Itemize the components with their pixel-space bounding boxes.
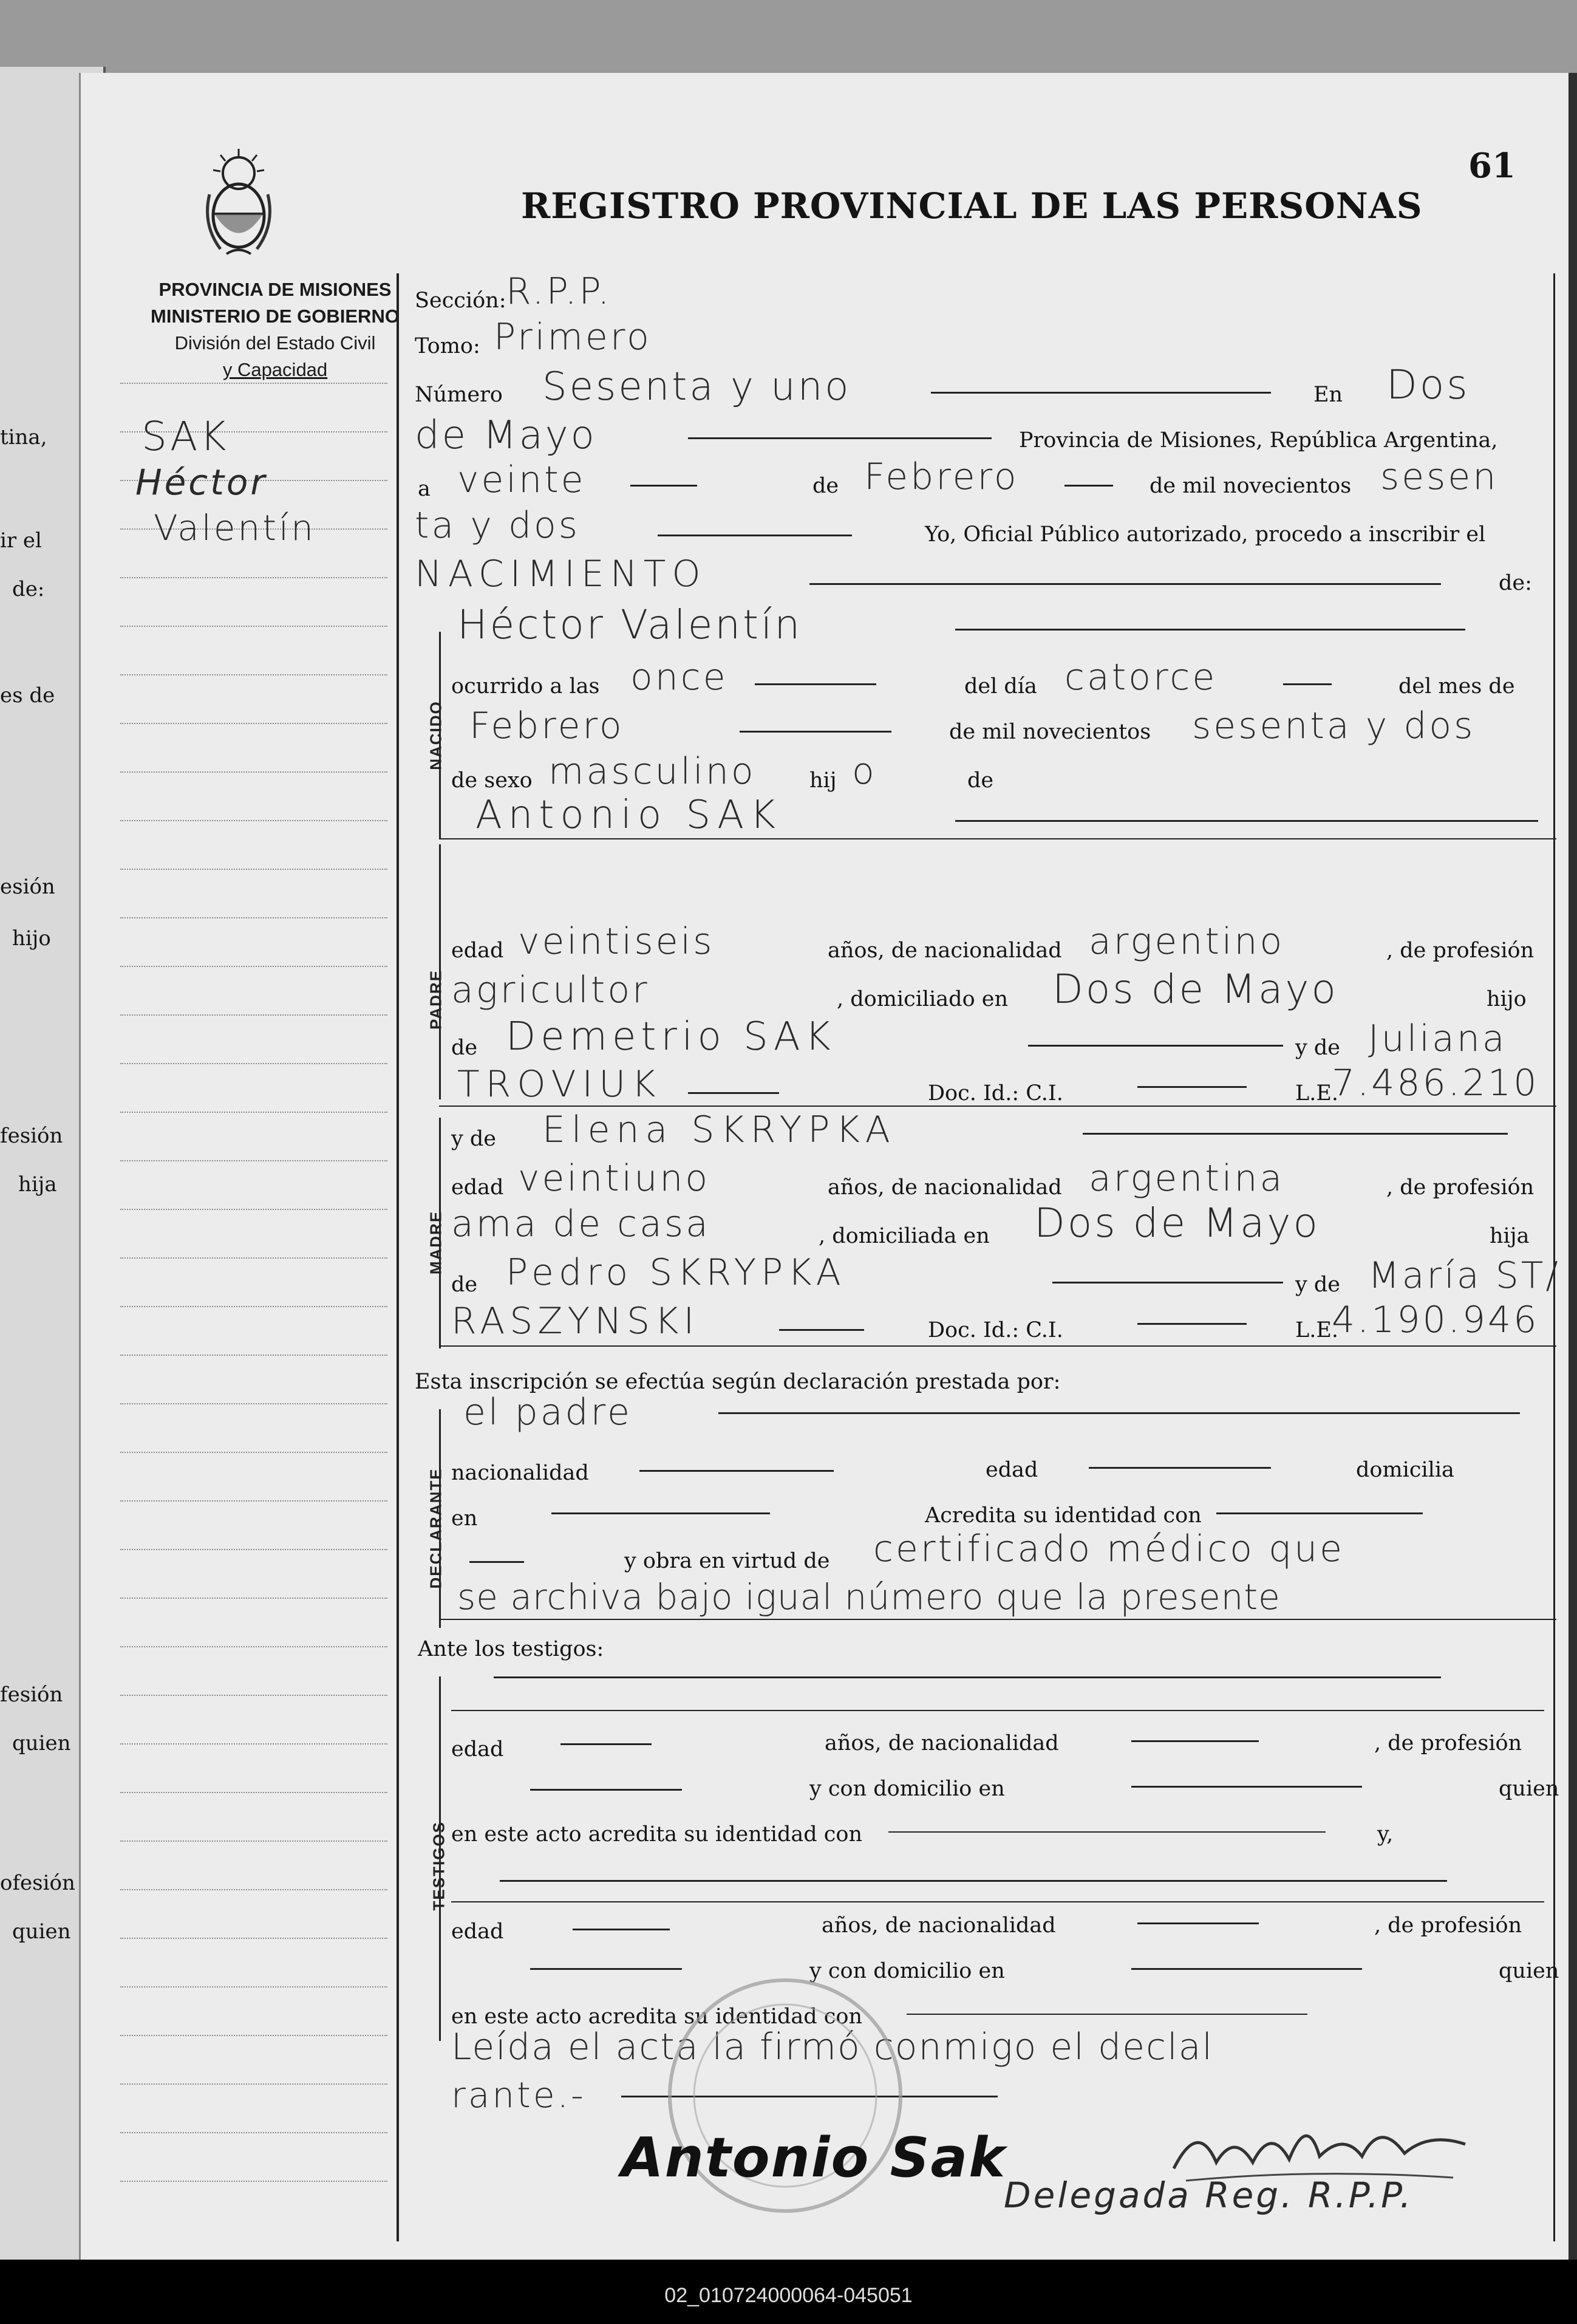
prev-page-fragment: esión [0,875,55,899]
margin-rule [120,1209,387,1210]
margin-rule [120,1014,387,1016]
fill-line [888,1831,1326,1833]
margin-surname: SAK [141,413,229,460]
page-number: 61 [1468,146,1516,186]
quien-label-2: quien [1499,1959,1559,1983]
year-value-1: sesen [1380,456,1499,498]
fill-line [1131,1786,1362,1788]
margin-rule [120,1306,387,1307]
father-le-value: 7.486.210 [1332,1062,1539,1104]
margin-rule [120,1403,387,1404]
de-label-3: de [451,1036,478,1060]
profesion-label-2: , de profesión [1386,1175,1534,1200]
nacionalidad-label-4: años, de nacionalidad [825,1731,1059,1755]
officer-title: Delegada Reg. R.P.P. [1004,2175,1414,2216]
a-label: a [418,477,431,501]
margin-rule [120,2181,387,2182]
fill-line [931,392,1271,394]
fill-line [451,1710,1544,1711]
sex-value: masculino [548,750,756,793]
fill-line [907,2014,1307,2015]
tomo-label: Tomo: [415,334,480,358]
quien-label: quien [1499,1777,1559,1801]
margin-rule [120,2083,387,2085]
declarante-section-label: DECLARANTE [426,1468,445,1589]
fill-line [740,731,891,733]
coat-of-arms-icon [196,146,281,261]
fill-line [779,1329,864,1331]
child-name-value: Héctor Valentín [457,601,803,648]
de-colon-label: de: [1499,571,1532,595]
margin-rule [120,1695,387,1696]
fill-line [500,1880,1447,1882]
mother-age-value: veintiuno [518,1157,710,1200]
section-divider [439,1619,1556,1620]
declarant-value: el padre [463,1391,632,1434]
ministry-line: MINISTERIO DE GOBIERNO [151,306,400,327]
en-label: En [1313,383,1343,407]
father-profession-value: agricultor [451,969,650,1011]
margin-rule [120,1792,387,1793]
margin-rule [120,1160,387,1161]
fill-line [1131,1740,1259,1742]
prev-page-fragment: quien [12,1731,71,1755]
fill-line [809,583,1441,585]
testigos-section-label: TESTIGOS [429,1821,448,1911]
closing-line-1: Leída el acta la firmó conmigo el declal [451,2026,1214,2068]
margin-rule [120,383,387,384]
month-value: Febrero [864,456,1019,498]
y-de-label-2: y de [451,1127,497,1151]
edad-label-3: edad [986,1458,1038,1482]
fill-line [1137,1323,1247,1325]
fill-line [718,1412,1520,1414]
margin-rule [120,1598,387,1599]
margin-rule [120,869,387,870]
tomo-value: Primero [494,316,652,358]
de-label-2: de [967,768,994,793]
margin-rule [120,2132,387,2133]
margin-given-name-2: Valentín [154,507,316,549]
prev-page-fragment: tina, [0,425,47,449]
fill-line [1052,1282,1283,1283]
place-value-1: Dos [1386,361,1470,408]
fill-line [1028,1045,1283,1047]
prev-page-fragment: de: [12,577,45,601]
prev-page-fragment: hija [18,1172,57,1197]
fill-line [1089,1467,1271,1469]
provincia-text: Provincia de Misiones, República Argentina, [1019,428,1498,453]
province-line: PROVINCIA DE MISIONES [158,279,392,300]
prev-page-fragment: hijo [12,926,51,951]
fill-line [1131,1968,1362,1970]
fill-line [1083,1133,1508,1135]
profesion-label: , de profesión [1386,938,1534,963]
domicilio-label-2: y con domicilio en [809,1777,1005,1801]
basis-value-2: se archiva bajo igual número que la presente [457,1576,1281,1618]
declaration-intro: Esta inscripción se efectúa según declaración prestada por: [415,1370,1061,1394]
y-label: y, [1377,1822,1394,1847]
photo-bottom-band [0,2260,1577,2324]
ocurrido-label: ocurrido a las [451,674,600,699]
photo-top-background [0,0,1577,73]
fill-line [1137,1086,1247,1088]
margin-rule [120,577,387,578]
margin-lines [120,346,387,2229]
margin-rule [120,1112,387,1113]
division-line: División del Estado Civil [174,332,376,354]
prev-page-fragment: fesión [0,1683,63,1707]
fill-line [688,1092,779,1094]
image-id-caption: 02_010724000064-045051 [664,2284,913,2307]
prev-page-fragment: ofesión [0,1871,75,1895]
birth-day-value: catorce [1064,656,1218,699]
margin-rule [120,1452,387,1453]
fill-line [551,1512,770,1514]
basis-value-1: certificado médico que [873,1528,1345,1570]
father-age-value: veintiseis [518,920,715,963]
birth-month-value: Febrero [469,705,624,747]
mother-name-value: Elena SKRYPKA [542,1109,896,1151]
margin-rule [120,1889,387,1890]
margin-given-name-1: Héctor [135,462,268,503]
fill-line [755,683,876,685]
obra-label: y obra en virtud de [624,1549,830,1573]
margin-rule [120,917,387,918]
fill-line [530,1789,682,1791]
fill-line [688,437,992,439]
fill-line [955,820,1538,822]
y-de-label: y de [1295,1036,1341,1060]
margin-rule [120,771,387,773]
page-title: REGISTRO PROVINCIAL DE LAS PERSONAS [521,185,1423,227]
margin-rule [120,1840,387,1842]
father-domicile-value: Dos de Mayo [1052,966,1338,1013]
de-label-4: de [451,1273,478,1297]
margin-rule [120,1355,387,1356]
paternal-grandmother-value-1: Juliana [1368,1017,1507,1060]
nacionalidad-label-5: años, de nacionalidad [822,1913,1056,1938]
margin-rule [120,1257,387,1259]
yo-text: Yo, Oficial Público autorizado, procedo a inscribir el [925,522,1486,547]
place-value-2: de Mayo [415,413,597,458]
mother-profession-value: ama de casa [451,1203,710,1245]
margin-rule [120,1986,387,1987]
hour-value: once [630,656,728,699]
fill-line [573,1929,670,1930]
margin-rule [120,1063,387,1064]
margin-rule [120,820,387,821]
fill-line [1216,1512,1423,1514]
fill-line [630,485,697,487]
padre-section-label: PADRE [426,969,445,1030]
birth-year-value: sesenta y dos [1192,705,1476,747]
domicilio-label-3: y con domicilio en [809,1959,1005,1983]
margin-rule [120,1500,387,1502]
paternal-grandfather-value: Demetrio SAK [506,1014,836,1059]
act-type-value: NACIMIENTO [415,553,707,595]
margin-rule [120,966,387,967]
margin-rule [120,1743,387,1745]
fill-line [639,1470,834,1472]
numero-value: Sesenta y uno [542,364,851,409]
profesion-label-4: , de profesión [1374,1731,1522,1755]
acredita-label-2: en este acto acredita su identidad con [451,1822,863,1847]
section-divider [439,1106,1556,1107]
prev-page-fragment: ir el [0,528,42,553]
fill-line [1283,683,1332,685]
hijo-label-2: hijo [1487,987,1527,1011]
prev-page-fragment: es de [0,683,55,708]
de-label: de [812,474,839,498]
doc-id-label-2: Doc. Id.: C.I. [928,1318,1063,1342]
doc-id-label: Doc. Id.: C.I. [928,1081,1063,1106]
edad-label-5: edad [451,1919,504,1944]
maternal-grandmother-value-2: RASZYNSKI [451,1300,700,1342]
year-value-2: ta y dos [415,504,580,547]
domicilia-label: domicilia [1356,1458,1454,1482]
acredita-label-3: en este acto acredita su identidad con [451,2004,863,2029]
declarant-signature: Antonio Sak [621,2126,1007,2190]
margin-rule [120,674,387,675]
capacity-line: y Capacidad [222,359,328,380]
father-nationality-value: argentino [1089,920,1285,963]
fill-line [560,1743,652,1745]
margin-rule [120,723,387,724]
nacionalidad-label: años, de nacionalidad [828,938,1062,963]
nacionalidad-label-2: años, de nacionalidad [828,1175,1062,1200]
mil-text-2: de mil novecientos [949,720,1151,744]
register-page [79,73,1568,2260]
edad-label-2: edad [451,1175,504,1200]
numero-label: Número [415,383,503,407]
del-dia-label: del día [964,674,1037,699]
margin-rule [120,1549,387,1550]
madre-section-label: MADRE [426,1210,445,1275]
section-divider [439,838,1556,839]
fill-line [469,1561,524,1563]
mother-nationality-value: argentina [1089,1157,1285,1200]
fill-line [494,1676,1441,1678]
sexo-label: de sexo [451,768,533,793]
margin-rule [120,2035,387,2036]
witnesses-intro: Ante los testigos: [418,1637,604,1661]
acredita-label: Acredita su identidad con [925,1503,1202,1528]
mother-le-value: 4.190.946 [1332,1299,1539,1341]
maternal-grandfather-value: Pedro SKRYPKA [506,1251,846,1294]
hijo-label: hij [809,768,837,793]
maternal-grandmother-value-1: María ST/ [1368,1254,1561,1297]
le-label: L.E. [1295,1081,1339,1106]
nacido-section-label: NACIDO [426,700,445,770]
section-divider [439,1345,1556,1347]
margin-divider [397,273,399,2241]
nacionalidad-label-3: nacionalidad [451,1461,589,1485]
father-name-value: Antonio SAK [475,793,782,838]
domiciliada-label: , domiciliada en [819,1224,990,1248]
y-de-label-3: y de [1295,1273,1341,1297]
margin-rule [120,1646,387,1647]
fill-line [955,629,1465,631]
en-label-2: en [451,1506,478,1531]
le-label-2: L.E. [1295,1318,1339,1342]
margin-rule [120,626,387,627]
closing-line-2: rante.- [451,2074,586,2116]
mil-text: de mil novecientos [1150,474,1352,498]
hija-label: hija [1490,1224,1530,1248]
paternal-grandmother-value-2: TROVIUK [457,1063,662,1106]
seccion-label: Sección: [415,289,506,313]
edad-label: edad [451,938,504,963]
fill-line [1064,485,1113,487]
fill-line [1137,1922,1259,1924]
domicilio-label: , domiciliado en [837,987,1009,1011]
fill-line [658,535,852,536]
mother-domicile-value: Dos de Mayo [1034,1200,1320,1246]
prev-page-fragment: quien [12,1919,71,1944]
prev-page-fragment: fesión [0,1124,63,1148]
margin-rule [120,1938,387,1939]
edad-label-4: edad [451,1737,504,1762]
seccion-value: R.P.P. [506,270,612,313]
profesion-label-5: , de profesión [1374,1913,1522,1938]
del-mes-label: del mes de [1398,674,1515,699]
fill-line [451,1901,1544,1902]
day-value: veinte [457,459,586,501]
hijo-suffix-value: o [852,750,877,793]
